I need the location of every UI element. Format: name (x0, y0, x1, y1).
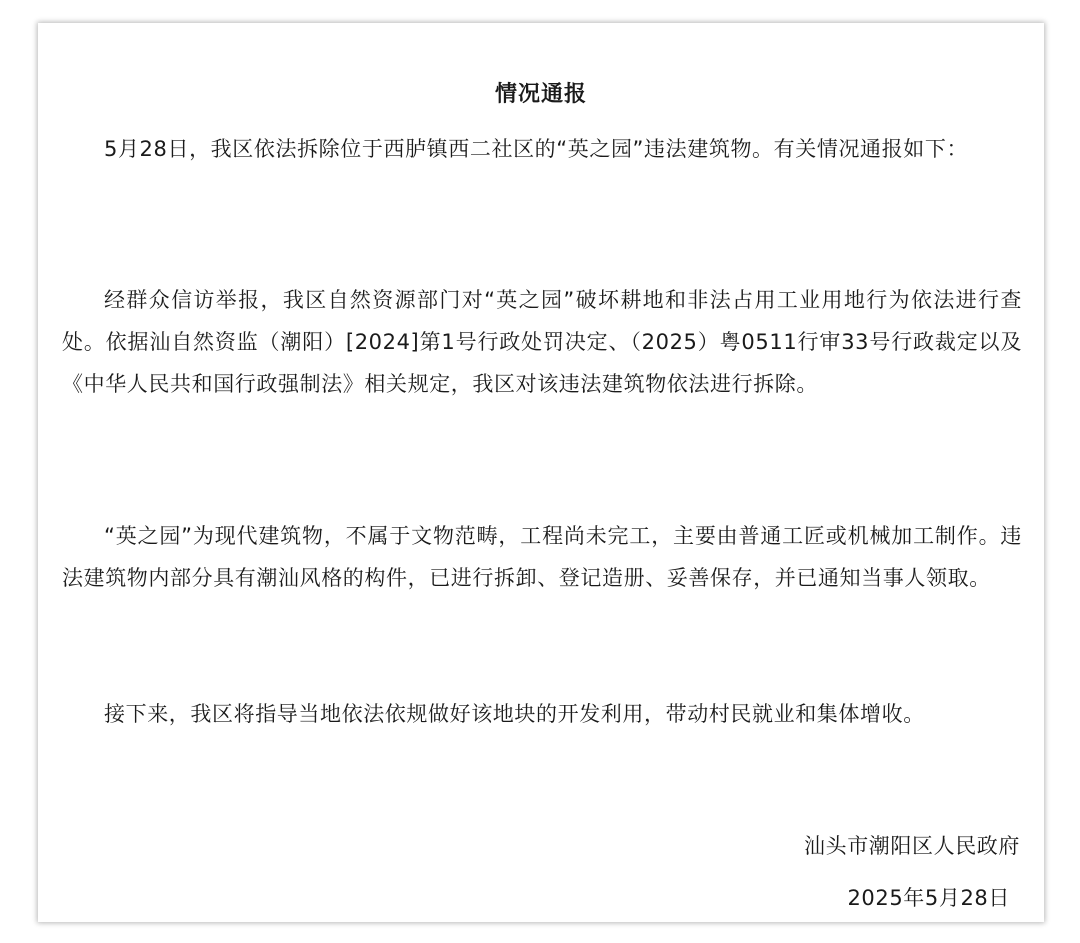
paragraph-3: “英之园”为现代建筑物，不属于文物范畴，工程尚未完工，主要由普通工匠或机械加工制作。违法建筑物内部分具有潮汕风格的构件，已进行拆卸、登记造册、妥善保存，并已通知当事人领取。 (62, 524, 1022, 590)
notice-document (38, 23, 1044, 922)
paragraph-2: 经群众信访举报，我区自然资源部门对“英之园”破坏耕地和非法占用工业用地行为依法进行查处。依据汕自然资监（潮阳）[2024]第1号行政处罚决定、（2025）粤0511行审33号行政裁定以及《中华人民共和国行政强制法》相关规定，我区对该违法建筑物依法进行拆除。 (62, 288, 1022, 396)
paragraph-4: 接下来，我区将指导当地依法依规做好该地块的开发利用，带动村民就业和集体增收。 (104, 702, 925, 726)
paragraph-1: 5月28日，我区依法拆除位于西胪镇西二社区的“英之园”违法建筑物。有关情况通报如下： (104, 137, 969, 161)
signature-organization: 汕头市潮阳区人民政府 (804, 834, 1020, 858)
signature-date: 2025年5月28日 (847, 886, 1010, 910)
notice-title: 情况通报 (494, 82, 587, 107)
